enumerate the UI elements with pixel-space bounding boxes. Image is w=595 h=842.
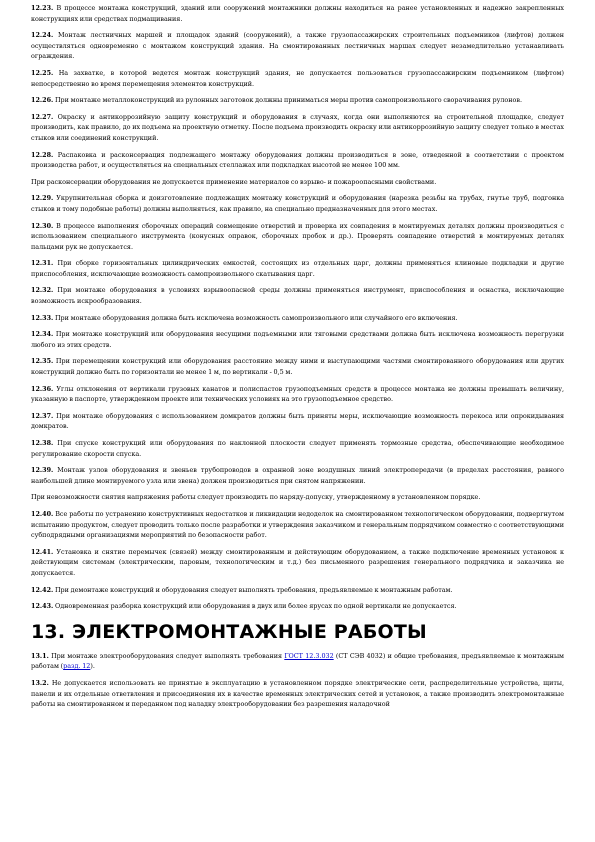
paragraph-number: 13.2. — [31, 678, 49, 687]
gost-link[interactable]: ГОСТ 12.3.032 — [284, 651, 334, 660]
paragraph-number: 12.35. — [31, 357, 54, 366]
paragraph-number: 12.32. — [31, 286, 54, 295]
paragraph — [31, 509, 564, 541]
paragraph-number: 12.26. — [31, 96, 54, 105]
paragraph-text: При монтаже металлоконструкций из рулонных заготовок должны приниматься меры против самопроизвольного сворачивания рулонов. — [54, 96, 522, 105]
paragraph-text: При монтаже электрооборудования следует выполнять требования — [51, 651, 285, 660]
paragraph-number: 12.38. — [31, 439, 54, 447]
paragraph-text: В процессе монтажа конструкций, зданий или сооружений монтажники должны находиться на ранее установленных и надежно закрепленных конструкциях или средствах подмащивания. — [31, 4, 565, 23]
paragraph-number: 12.42. — [31, 585, 54, 594]
paragraph-text: При спуске конструкций или оборудования по наклонной плоскости следует применять тормозные средства, обеспечивающие необходимое регулирование скорости спуска. — [31, 439, 565, 458]
paragraph — [31, 313, 564, 324]
paragraph — [31, 95, 564, 106]
paragraph — [31, 329, 564, 350]
paragraph — [31, 112, 564, 144]
section-heading: 13. ЭЛЕКТРОМОНТАЖНЫЕ РАБОТЫ — [31, 620, 427, 643]
paragraph — [31, 465, 564, 486]
paragraph-text: (СТ СЭВ 4032) и общие требования, предъявляемые к монтажным работам ( — [31, 651, 564, 671]
paragraph-number: 12.30. — [31, 221, 54, 230]
paragraph-number: 12.23. — [31, 4, 54, 12]
paragraph-number: 12.28. — [31, 150, 54, 159]
paragraph-number: 12.43. — [31, 602, 54, 611]
paragraph-text: Установка и снятие перемычек (связей) между смонтированным и действующим оборудованием, а также подключение временных установок к действующим системам (электрическим, паровым, технологическим и т.д.) без письменного разрешения генерального подрядчика и заказчика не допускается. — [31, 547, 565, 577]
paragraph-text: Монтаж лестничных маршей и площадок зданий (сооружений), а также грузопассажирских строительных подъемников (лифтов) должен осуществляться одновременно с монтажом конструкций здания. На смонтированных лестничных маршах следует незамедлительно устанавливать ограждения. — [31, 31, 564, 61]
paragraph-number: 12.31. — [31, 259, 54, 268]
paragraph — [31, 438, 564, 459]
paragraph-number: 12.41. — [31, 547, 54, 556]
paragraph-text: Не допускается использовать не принятые в эксплуатацию в установленном порядке электрические сети, распределительные устройства, щиты, панели и их отдельные ответвления и присоединения их в качестве временных электрических сетей и установок, а также производить электромонтажные работы на смонтированном и переданном под наладку электрооборудовании без разрешения наладочной — [31, 678, 564, 709]
paragraph — [31, 411, 564, 432]
paragraph-number: 12.25. — [31, 68, 54, 77]
paragraph — [31, 221, 564, 253]
paragraph-number: 12.24. — [31, 31, 54, 40]
paragraph-text: При невозможности снятия напряжения работы следует производить по наряду-допуску, утвержденному в установленном порядке. — [31, 493, 481, 502]
paragraph-number: 12.36. — [31, 384, 54, 393]
paragraph-text: При монтаже оборудования в условиях взрывоопасной среды должны применяться инструмент, приспособления и оснастка, исключающие возможность искрообразования. — [31, 286, 564, 306]
paragraph-text: Монтаж узлов оборудования и звеньев трубопроводов в охранной зоне воздушных линий электропередачи (в пределах расстояния, равного наибольшей длине монтируемого узла или звена) должен производиться при снятом напряжении. — [31, 466, 565, 485]
paragraph-text: При демонтаже конструкций и оборудования следует выполнять требования, предъявляемые к монтажным работам. — [54, 585, 453, 594]
paragraph — [31, 3, 564, 24]
paragraph-list — [31, 3, 564, 612]
paragraph-text: При монтаже оборудования с использованием домкратов должны быть приняты меры, исключающие возможность перекоса или опрокидывания домкратов. — [31, 411, 565, 431]
paragraph — [31, 177, 564, 188]
paragraph-13-1 — [31, 651, 564, 672]
paragraph-text: Распаковка и расконсервация подлежащего монтажу оборудования должны производиться в зоне, отведенной в соответствии с проектом производства работ, и осуществляться на специальных стеллажах или подкладках высотой не менее 100 мм. — [31, 150, 565, 170]
paragraph-text: При монтаже конструкций или оборудования несущими подъемными или тяговыми средствами должна быть исключена возможность перегрузки любого из этих средств. — [31, 330, 565, 349]
paragraph — [31, 547, 564, 579]
paragraph-text: Углы отклонения от вертикали грузовых канатов и полиспастов грузоподъемных средств в процессе монтажа не должны превышать величину, указанную в паспорте, утвержденном проекте или технических условиях на это грузоподъемное средство. — [31, 384, 564, 404]
paragraph-number: 12.34. — [31, 330, 54, 339]
paragraph-text: Укрупнительная сборка и доизготовление подлежащих монтажу конструкций и оборудования (нарезка резьбы на трубах, гнутье труб, подгонка стыков и тому подобные работы) должны выполняться, как правило, на специально предназначенных для этого местах. — [31, 194, 565, 213]
paragraph — [31, 585, 564, 596]
paragraph-number: 12.37. — [31, 411, 54, 420]
paragraph-number: 12.29. — [31, 194, 54, 203]
paragraph-number: 12.40. — [31, 509, 54, 518]
paragraph-number: 13.1. — [31, 651, 49, 660]
paragraph — [31, 384, 564, 405]
paragraph-text: При монтаже оборудования должна быть исключена возможность самопроизвольного или случайного его включения. — [54, 313, 458, 322]
paragraph-text: Окраску и антикоррозийную защиту конструкций и оборудования в случаях, когда они выполняются на строительной площадке, следует производить, как правило, до их подъема на проектную отметку. После подъема производить окраску или антикоррозийную защиту следует только в местах стыков или соединений конструкций. — [31, 112, 565, 142]
paragraph-number: 12.27. — [31, 112, 54, 121]
paragraph-text: При сборке горизонтальных цилиндрических емкостей, состоящих из отдельных царг, должны применяться клиновые подкладки и другие приспособления, исключающие возможность самопроизвольного скатывания царг. — [31, 259, 565, 278]
paragraph-text: ). — [90, 662, 95, 671]
section-12-link[interactable]: разд. 12 — [63, 662, 91, 671]
paragraph — [31, 150, 564, 171]
paragraph-number: 12.33. — [31, 313, 54, 322]
paragraph-text: При расконсервации оборудования не допускается применение материалов со взрыво- и пожароопасными свойствами. — [31, 177, 437, 186]
paragraph-text: Одновременная разборка конструкций или оборудования в двух или более ярусах по одной вертикали не допускается. — [54, 602, 457, 611]
paragraph-text: В процессе выполнения сборочных операций совмещение отверстий и проверка их совпадения в монтируемых деталях должны производиться с использованием специального инструмента (конусных оправок, сборочных пробок и др.). Проверять совпадение отверстий в монтируемых деталях пальцами рук не допускается. — [31, 221, 565, 251]
paragraph — [31, 492, 564, 503]
paragraph-text: Все работы по устранению конструктивных недостатков и ликвидации недоделок на смонтированном технологическом оборудовании, подвергнутом испытанию продуктом, следует проводить только после разработки и утверждения заказчиком и генеральным подрядчиком совместно с соответствующими субподрядными организациями мероприятий по безопасности работ. — [31, 509, 564, 540]
paragraph — [31, 601, 564, 612]
paragraph-text: На захватке, в которой ведется монтаж конструкций здания, не допускается пользоваться грузопассажирским подъемником (лифтом) непосредственно во время перемещения элементов конструкций. — [31, 68, 565, 88]
paragraph — [31, 285, 564, 306]
paragraph — [31, 193, 564, 214]
paragraph-text: При перемещении конструкций или оборудования расстояние между ними и выступающими частями смонтированного оборудования или других конструкций должно быть по горизонтали не менее 1 м, по вертикали - 0,5 м. — [31, 357, 564, 377]
paragraph — [31, 30, 564, 62]
paragraph — [31, 68, 564, 89]
paragraph-number: 12.39. — [31, 466, 54, 475]
paragraph — [31, 258, 564, 279]
paragraph-13-2 — [31, 678, 564, 710]
paragraph — [31, 356, 564, 377]
